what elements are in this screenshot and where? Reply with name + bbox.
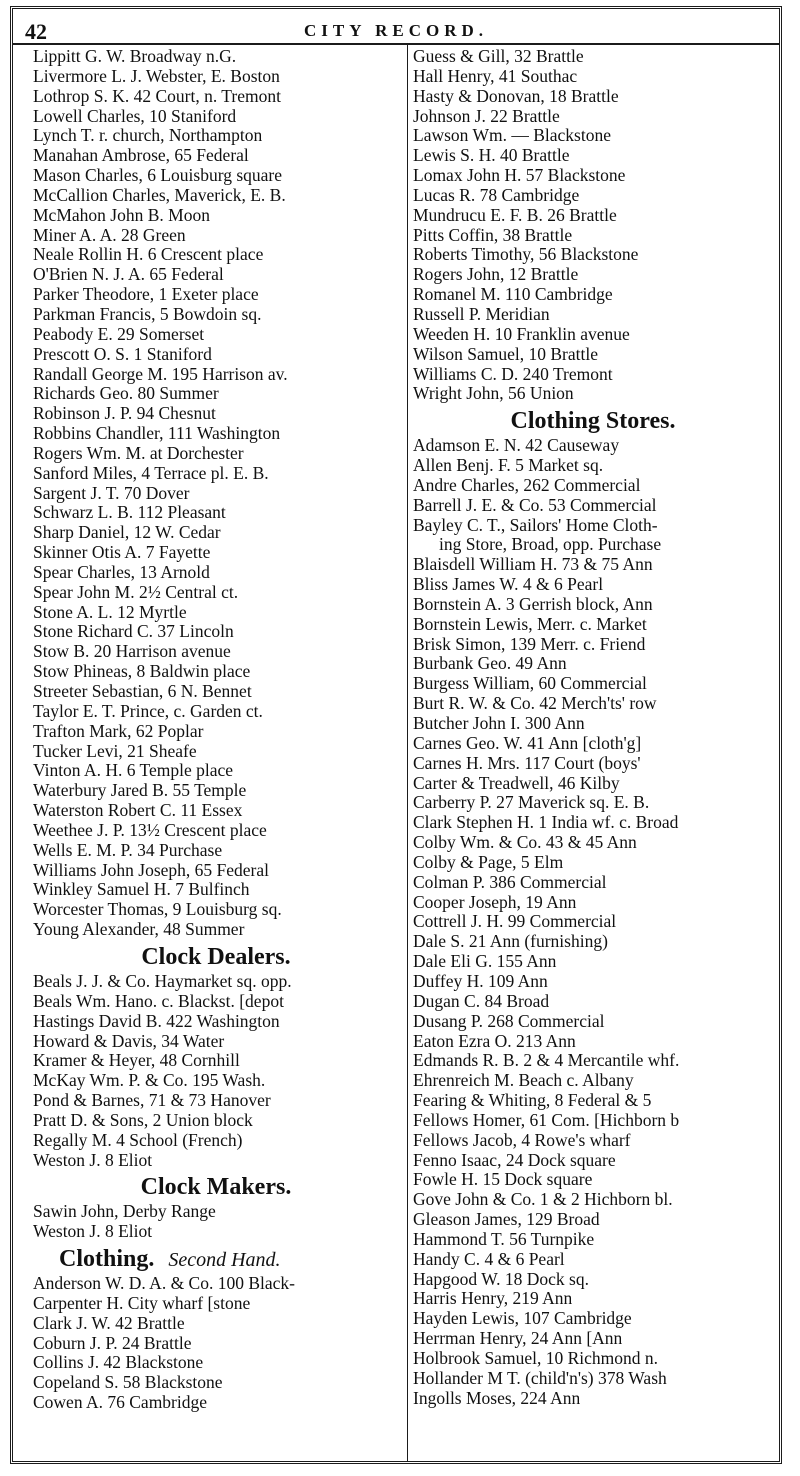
directory-entry: Hastings David B. 422 Washington	[33, 1011, 280, 1031]
directory-entry: McCallion Charles, Maverick, E. B.	[33, 185, 286, 205]
directory-entry: Colby & Page, 5 Elm	[413, 852, 564, 872]
directory-entry: Barrell J. E. & Co. 53 Commercial	[413, 495, 657, 515]
directory-entry: Weston J. 8 Eliot	[33, 1150, 153, 1170]
directory-entry: Taylor E. T. Prince, c. Garden ct.	[33, 701, 263, 721]
directory-entry: Fearing & Whiting, 8 Federal & 5	[413, 1091, 652, 1111]
directory-entry: Hammond T. 56 Turnpike	[413, 1229, 595, 1249]
directory-entry: Harris Henry, 219 Ann	[413, 1289, 573, 1309]
directory-entry: Allen Benj. F. 5 Market sq.	[413, 456, 604, 476]
directory-entry: Copeland S. 58 Blackstone	[33, 1373, 223, 1393]
directory-entry: Fenno Isaac, 24 Dock square	[413, 1150, 616, 1170]
directory-entry: Bliss James W. 4 & 6 Pearl	[413, 575, 604, 595]
directory-entry: Pitts Coffin, 38 Brattle	[413, 225, 573, 245]
directory-entry: Skinner Otis A. 7 Fayette	[33, 543, 211, 563]
directory-entry: Gleason James, 129 Broad	[413, 1210, 600, 1230]
directory-entry: Manahan Ambrose, 65 Federal	[33, 146, 249, 166]
directory-entry: Neale Rollin H. 6 Crescent place	[33, 245, 264, 265]
directory-entry: Lewis S. H. 40 Brattle	[413, 146, 570, 166]
directory-entry: Brisk Simon, 139 Merr. c. Friend	[413, 634, 646, 654]
section-heading	[413, 404, 773, 436]
directory-entry: O'Brien N. J. A. 65 Federal	[33, 265, 224, 285]
directory-entry: Young Alexander, 48 Summer	[33, 920, 245, 940]
directory-entry: McKay Wm. P. & Co. 195 Wash.	[33, 1071, 266, 1091]
running-title: CITY RECORD.	[303, 21, 489, 40]
directory-entry: Howard & Davis, 34 Water	[33, 1031, 225, 1051]
directory-entry: Waterston Robert C. 11 Essex	[33, 801, 243, 821]
directory-entry: Burgess William, 60 Commercial	[413, 674, 647, 694]
directory-entry: Schwarz L. B. 112 Pleasant	[33, 503, 226, 523]
directory-entry: Hall Henry, 41 Southac	[413, 66, 578, 86]
directory-entry: Eaton Ezra O. 213 Ann	[413, 1031, 576, 1051]
directory-entry: Adamson E. N. 42 Causeway	[413, 436, 620, 456]
directory-entry: Worcester Thomas, 9 Louisburg sq.	[33, 900, 282, 920]
directory-entry: Herrman Henry, 24 Ann [Ann	[413, 1329, 623, 1349]
directory-entry: McMahon John B. Moon	[33, 205, 210, 225]
directory-entry: Pratt D. & Sons, 2 Union block	[33, 1110, 253, 1130]
directory-entry: Dusang P. 268 Commercial	[413, 1011, 605, 1031]
directory-entry: Parkman Francis, 5 Bowdoin sq.	[33, 304, 262, 324]
directory-entry: Wilson Samuel, 10 Brattle	[413, 344, 598, 364]
directory-entry: Stow Phineas, 8 Baldwin place	[33, 662, 251, 682]
directory-entry: Wells E. M. P. 34 Purchase	[33, 840, 223, 860]
directory-entry: Carter & Treadwell, 46 Kilby	[413, 773, 620, 793]
directory-entry: Wright John, 56 Union	[413, 384, 574, 404]
directory-entry: Rogers Wm. M. at Dorchester	[33, 443, 244, 463]
directory-entry: Andre Charles, 262 Commercial	[413, 475, 641, 495]
directory-entry: Carberry P. 27 Maverick sq. E. B.	[413, 793, 650, 813]
directory-entry: ing Store, Broad, opp. Purchase	[439, 535, 662, 555]
section-heading	[33, 1170, 399, 1202]
directory-entry: Roberts Timothy, 56 Blackstone	[413, 245, 639, 265]
directory-entry: Collins J. 42 Blackstone	[33, 1353, 204, 1373]
section-subheading: Second Hand.	[168, 1249, 281, 1272]
section-heading	[33, 1242, 399, 1274]
directory-entry: Weeden H. 10 Franklin avenue	[413, 324, 630, 344]
directory-entry: Romanel M. 110 Cambridge	[413, 285, 613, 305]
directory-entry: Anderson W. D. A. & Co. 100 Black-	[33, 1274, 296, 1294]
directory-entry: Lucas R. 78 Cambridge	[413, 185, 580, 205]
directory-entry: Clark Stephen H. 1 India wf. c. Broad	[413, 813, 679, 833]
directory-entry: Trafton Mark, 62 Poplar	[33, 721, 204, 741]
directory-entry: Williams C. D. 240 Tremont	[413, 364, 613, 384]
directory-entry: Mundrucu E. F. B. 26 Brattle	[413, 205, 617, 225]
directory-entry: Regally M. 4 School (French)	[33, 1130, 243, 1150]
directory-entry: Cooper Joseph, 19 Ann	[413, 892, 577, 912]
directory-entry: Prescott O. S. 1 Staniford	[33, 344, 212, 364]
section-heading	[33, 940, 399, 972]
directory-entry: Carnes H. Mrs. 117 Court (boys'	[413, 753, 641, 773]
directory-entry: Cowen A. 76 Cambridge	[33, 1393, 208, 1413]
directory-entry: Handy C. 4 & 6 Pearl	[413, 1249, 565, 1269]
directory-entry: Gove John & Co. 1 & 2 Hichborn bl.	[413, 1190, 673, 1210]
directory-entry: Fellows Jacob, 4 Rowe's wharf	[413, 1130, 631, 1150]
directory-entry: Lynch T. r. church, Northampton	[33, 126, 263, 146]
directory-entry: Williams John Joseph, 65 Federal	[33, 860, 270, 880]
directory-entry: Hayden Lewis, 107 Cambridge	[413, 1309, 632, 1329]
section-heading-title: Clothing Stores.	[510, 408, 676, 435]
directory-entry: Edmands R. B. 2 & 4 Mercantile whf.	[413, 1051, 680, 1071]
page-header	[13, 9, 779, 45]
directory-entry: Sanford Miles, 4 Terrace pl. E. B.	[33, 463, 269, 483]
directory-entry: Burbank Geo. 49 Ann	[413, 654, 567, 674]
directory-entry: Fowle H. 15 Dock square	[413, 1170, 593, 1190]
directory-entry: Weethee J. P. 13½ Crescent place	[33, 820, 267, 840]
directory-entry: Randall George M. 195 Harrison av.	[33, 364, 288, 384]
directory-entry: Ingolls Moses, 224 Ann	[413, 1388, 581, 1408]
directory-entry: Robinson J. P. 94 Chesnut	[33, 404, 216, 424]
directory-entry: Lowell Charles, 10 Staniford	[33, 106, 237, 126]
directory-entry: Hapgood W. 18 Dock sq.	[413, 1269, 589, 1289]
directory-entry: Livermore L. J. Webster, E. Boston	[33, 66, 280, 86]
directory-entry: Beals Wm. Hano. c. Blackst. [depot	[33, 991, 284, 1011]
left-column	[33, 47, 399, 1413]
directory-entry: Lothrop S. K. 42 Court, n. Tremont	[33, 86, 281, 106]
directory-entry: Stow B. 20 Harrison avenue	[33, 642, 231, 662]
directory-entry: Ehrenreich M. Beach c. Albany	[413, 1071, 634, 1091]
directory-entry: Carnes Geo. W. 41 Ann [cloth'g]	[413, 733, 642, 753]
directory-entry: Spear John M. 2½ Central ct.	[33, 582, 239, 602]
directory-entry: Streeter Sebastian, 6 N. Bennet	[33, 682, 252, 701]
directory-entry: Hollander M T. (child'n's) 378 Wash	[413, 1368, 667, 1388]
directory-entry: Duffey H. 109 Ann	[413, 971, 548, 991]
directory-entry: Dugan C. 84 Broad	[413, 991, 550, 1011]
directory-entry: Guess & Gill, 32 Brattle	[413, 47, 584, 66]
section-heading-title: Clock Dealers.	[141, 943, 291, 970]
directory-entry: Beals J. J. & Co. Haymarket sq. opp.	[33, 971, 292, 991]
directory-entry: Stone A. L. 12 Myrtle	[33, 602, 187, 622]
directory-entry: Carpenter H. City wharf [stone	[33, 1293, 251, 1313]
page-number: 42	[25, 19, 47, 44]
directory-entry: Waterbury Jared B. 55 Temple	[33, 781, 247, 801]
directory-entry: Clark J. W. 42 Brattle	[33, 1313, 185, 1333]
directory-entry: Bornstein Lewis, Merr. c. Market	[413, 614, 647, 634]
directory-entry: Lawson Wm. — Blackstone	[413, 126, 611, 146]
directory-entry: Johnson J. 22 Brattle	[413, 106, 560, 126]
directory-entry: Dale S. 21 Ann (furnishing)	[413, 932, 608, 952]
directory-entry: Russell P. Meridian	[413, 304, 550, 324]
column-divider	[407, 43, 408, 1461]
directory-entry: Lomax John H. 57 Blackstone	[413, 166, 626, 186]
directory-entry: Burt R. W. & Co. 42 Merch'ts' row	[413, 694, 657, 714]
directory-entry: Fellows Homer, 61 Com. [Hichborn b	[413, 1110, 680, 1130]
directory-entry: Vinton A. H. 6 Temple place	[33, 761, 234, 781]
right-column	[413, 47, 773, 1409]
directory-entry: Kramer & Heyer, 48 Cornhill	[33, 1051, 240, 1071]
section-heading-title: Clothing.	[59, 1246, 155, 1273]
directory-entry: Sawin John, Derby Range	[33, 1202, 216, 1222]
directory-entry: Mason Charles, 6 Louisburg square	[33, 166, 283, 186]
directory-entry: Hasty & Donovan, 18 Brattle	[413, 86, 619, 106]
directory-entry: Holbrook Samuel, 10 Richmond n.	[413, 1349, 658, 1368]
directory-entry: Winkley Samuel H. 7 Bulfinch	[33, 880, 250, 900]
directory-entry: Parker Theodore, 1 Exeter place	[33, 285, 259, 305]
directory-entry: Sargent J. T. 70 Dover	[33, 483, 190, 503]
directory-entry: Cottrell J. H. 99 Commercial	[413, 912, 617, 932]
directory-page	[10, 6, 782, 1464]
directory-entry: Colman P. 386 Commercial	[413, 872, 607, 892]
directory-entry: Stone Richard C. 37 Lincoln	[33, 622, 234, 642]
directory-entry: Butcher John I. 300 Ann	[413, 714, 585, 733]
directory-entry: Spear Charles, 13 Arnold	[33, 562, 210, 582]
directory-entry: Colby Wm. & Co. 43 & 45 Ann	[413, 833, 637, 853]
directory-entry: Coburn J. P. 24 Brattle	[33, 1333, 192, 1353]
directory-entry: Bornstein A. 3 Gerrish block, Ann	[413, 594, 653, 614]
directory-entry: Bayley C. T., Sailors' Home Cloth-	[413, 515, 658, 535]
directory-entry: Peabody E. 29 Somerset	[33, 324, 205, 344]
section-heading-title: Clock Makers.	[140, 1174, 292, 1201]
directory-entry: Miner A. A. 28 Green	[33, 225, 186, 245]
directory-entry: Pond & Barnes, 71 & 73 Hanover	[33, 1091, 271, 1111]
directory-entry: Tucker Levi, 21 Sheafe	[33, 741, 197, 761]
directory-entry: Weston J. 8 Eliot	[33, 1222, 153, 1242]
directory-entry: Blaisdell William H. 73 & 75 Ann	[413, 555, 653, 575]
directory-entry: Robbins Chandler, 111 Washington	[33, 424, 281, 444]
directory-entry: Dale Eli G. 155 Ann	[413, 952, 557, 972]
directory-entry: Richards Geo. 80 Summer	[33, 384, 219, 404]
directory-entry: Rogers John, 12 Brattle	[413, 265, 579, 285]
directory-entry: Sharp Daniel, 12 W. Cedar	[33, 523, 221, 543]
directory-entry: Lippitt G. W. Broadway n.G.	[33, 47, 237, 66]
